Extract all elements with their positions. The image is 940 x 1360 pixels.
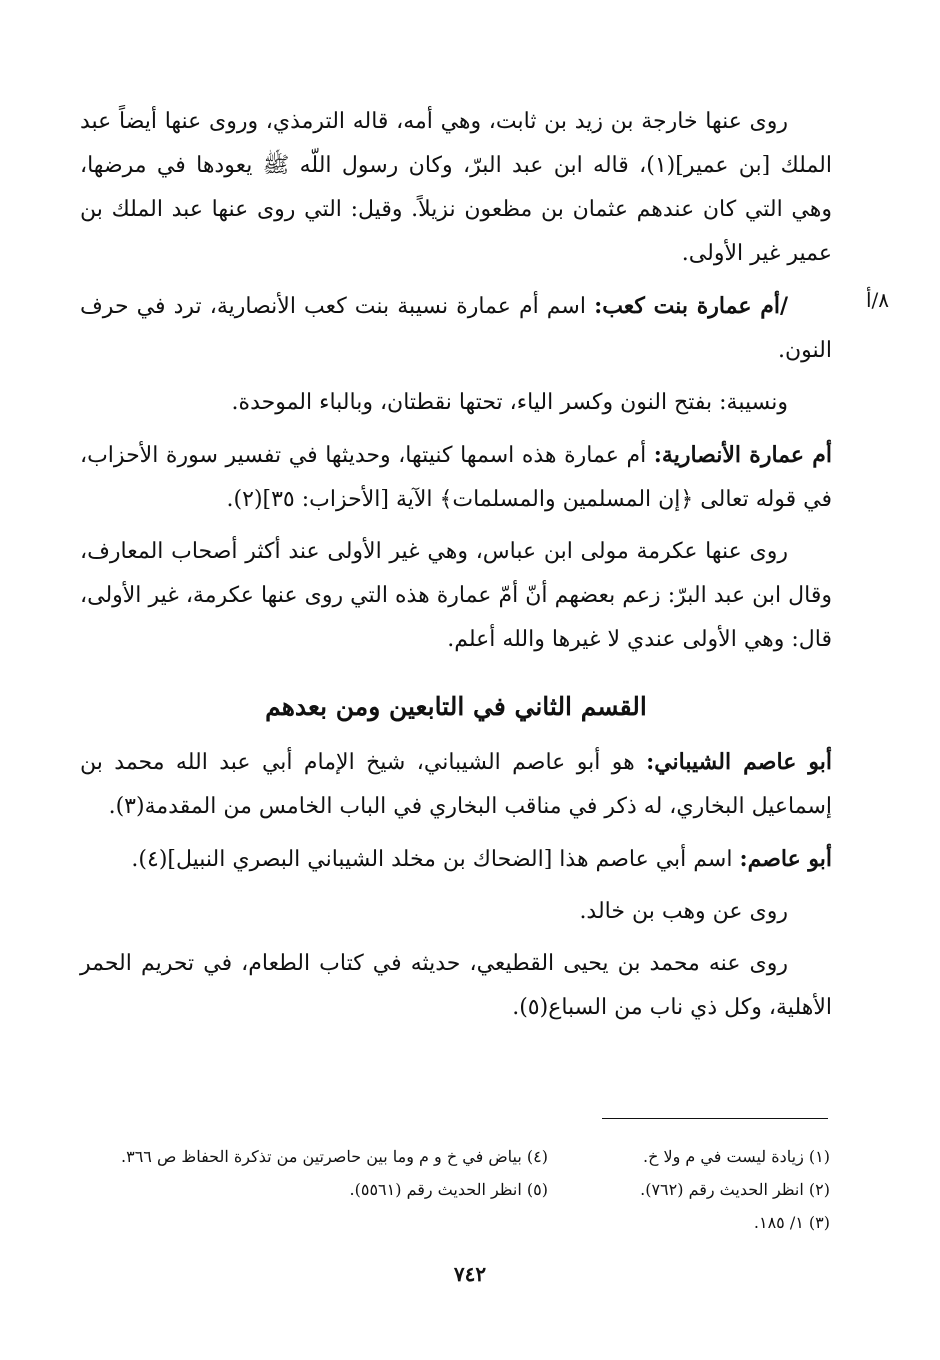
paragraph-p2 <box>80 284 832 373</box>
paragraph-p7 <box>80 837 832 882</box>
paragraph-text: روى عنه محمد بن يحيى القطيعي، حديثه في كتاب الطعام، في تحريم الحمر الأهلية، وكل ذي ناب من السباع(٥). <box>80 951 832 1020</box>
paragraph-p9 <box>80 942 832 1030</box>
footnote: (٥) انظر الحديث رقم (٥٥٦١). <box>349 1180 548 1199</box>
footnote: (٣) ١/ ١٨٥. <box>753 1213 830 1232</box>
paragraph-p5 <box>80 530 832 662</box>
paragraph-text: روى عنها خارجة بن زيد بن ثابت، وهي أمه، قاله الترمذي، وروى عنها أيضاً عبد الملك [بن عمير](١)، قاله ابن عبد البرّ، وكان رسول اللّه ﷺ يعودها في مرضها، وهي التي كان عندهم عثمان بن مظعون نزيلاً. وقيل: التي روى عنها عبد الملك بن عمير غير الأولى. <box>80 109 832 266</box>
paragraphs-section-2 <box>80 740 832 1030</box>
paragraph-p6 <box>80 740 832 829</box>
paragraph-text: روى عنها عكرمة مولى ابن عباس، وهي غير الأولى عند أكثر أصحاب المعارف، وقال ابن عبد البرّ: زعم بعضهم أنّ أمّ عمارة هذه التي روى عنها عكرمة، غير الأولى، قال: وهي الأولى عندي لا غيرها والله أعلم. <box>80 539 832 652</box>
entry-heading: أبو عاصم الشيباني: <box>646 749 832 775</box>
paragraph-text: روى عن وهب بن خالد. <box>579 899 788 924</box>
paragraph-p4 <box>80 433 832 522</box>
paragraph-p3 <box>80 381 832 425</box>
paragraph-text: ونسيبة: بفتح النون وكسر الياء، تحتها نقطتان، وبالباء الموحدة. <box>231 390 788 415</box>
entry-heading: أم عمارة الأنصارية: <box>653 442 833 468</box>
paragraphs-section-1 <box>80 100 832 662</box>
entry-heading: /أم عمارة بنت كعب: <box>594 293 788 319</box>
margin-note: ٨/أ <box>866 288 890 312</box>
page-number: ٧٤٢ <box>453 1262 487 1286</box>
main-text <box>80 100 832 1038</box>
paragraph-p1 <box>80 100 832 276</box>
footnote: (٤) بياض في خ و م وما بين حاصرتين من تذكرة الحفاظ ص ٣٦٦. <box>121 1147 548 1166</box>
footnote-rule <box>602 1118 828 1119</box>
paragraph-text: أم عمارة هذه اسمها كنيتها، وحديثها في تفسير سورة الأحزاب، في قوله تعالى ﴿إن المسلمين والمسلمات﴾ الآية [الأحزاب: ٣٥](٢). <box>80 443 832 512</box>
paragraph-p8 <box>80 890 832 934</box>
paragraph-text: اسم أم عمارة نسيبة بنت كعب الأنصارية، ترد في حرف النون. <box>80 294 832 363</box>
footnotes-right-column <box>640 1140 830 1239</box>
footnotes-left-column <box>121 1140 548 1206</box>
section-title: القسم الثاني في التابعين ومن بعدهم <box>265 692 647 721</box>
paragraph-text: اسم أبي عاصم هذا [الضحاك بن مخلد الشيباني البصري النبيل](٤). <box>131 847 740 872</box>
entry-heading: أبو عاصم: <box>739 846 832 872</box>
footnote: (٢) انظر الحديث رقم (٧٦٢). <box>640 1180 830 1199</box>
paragraph-text: هو أبو عاصم الشيباني، شيخ الإمام أبي عبد الله محمد بن إسماعيل البخاري، له ذكر في مناقب البخاري في الباب الخامس من المقدمة(٣). <box>80 750 832 819</box>
footnote: (١) زيادة ليست في م ولا خ. <box>642 1147 830 1166</box>
